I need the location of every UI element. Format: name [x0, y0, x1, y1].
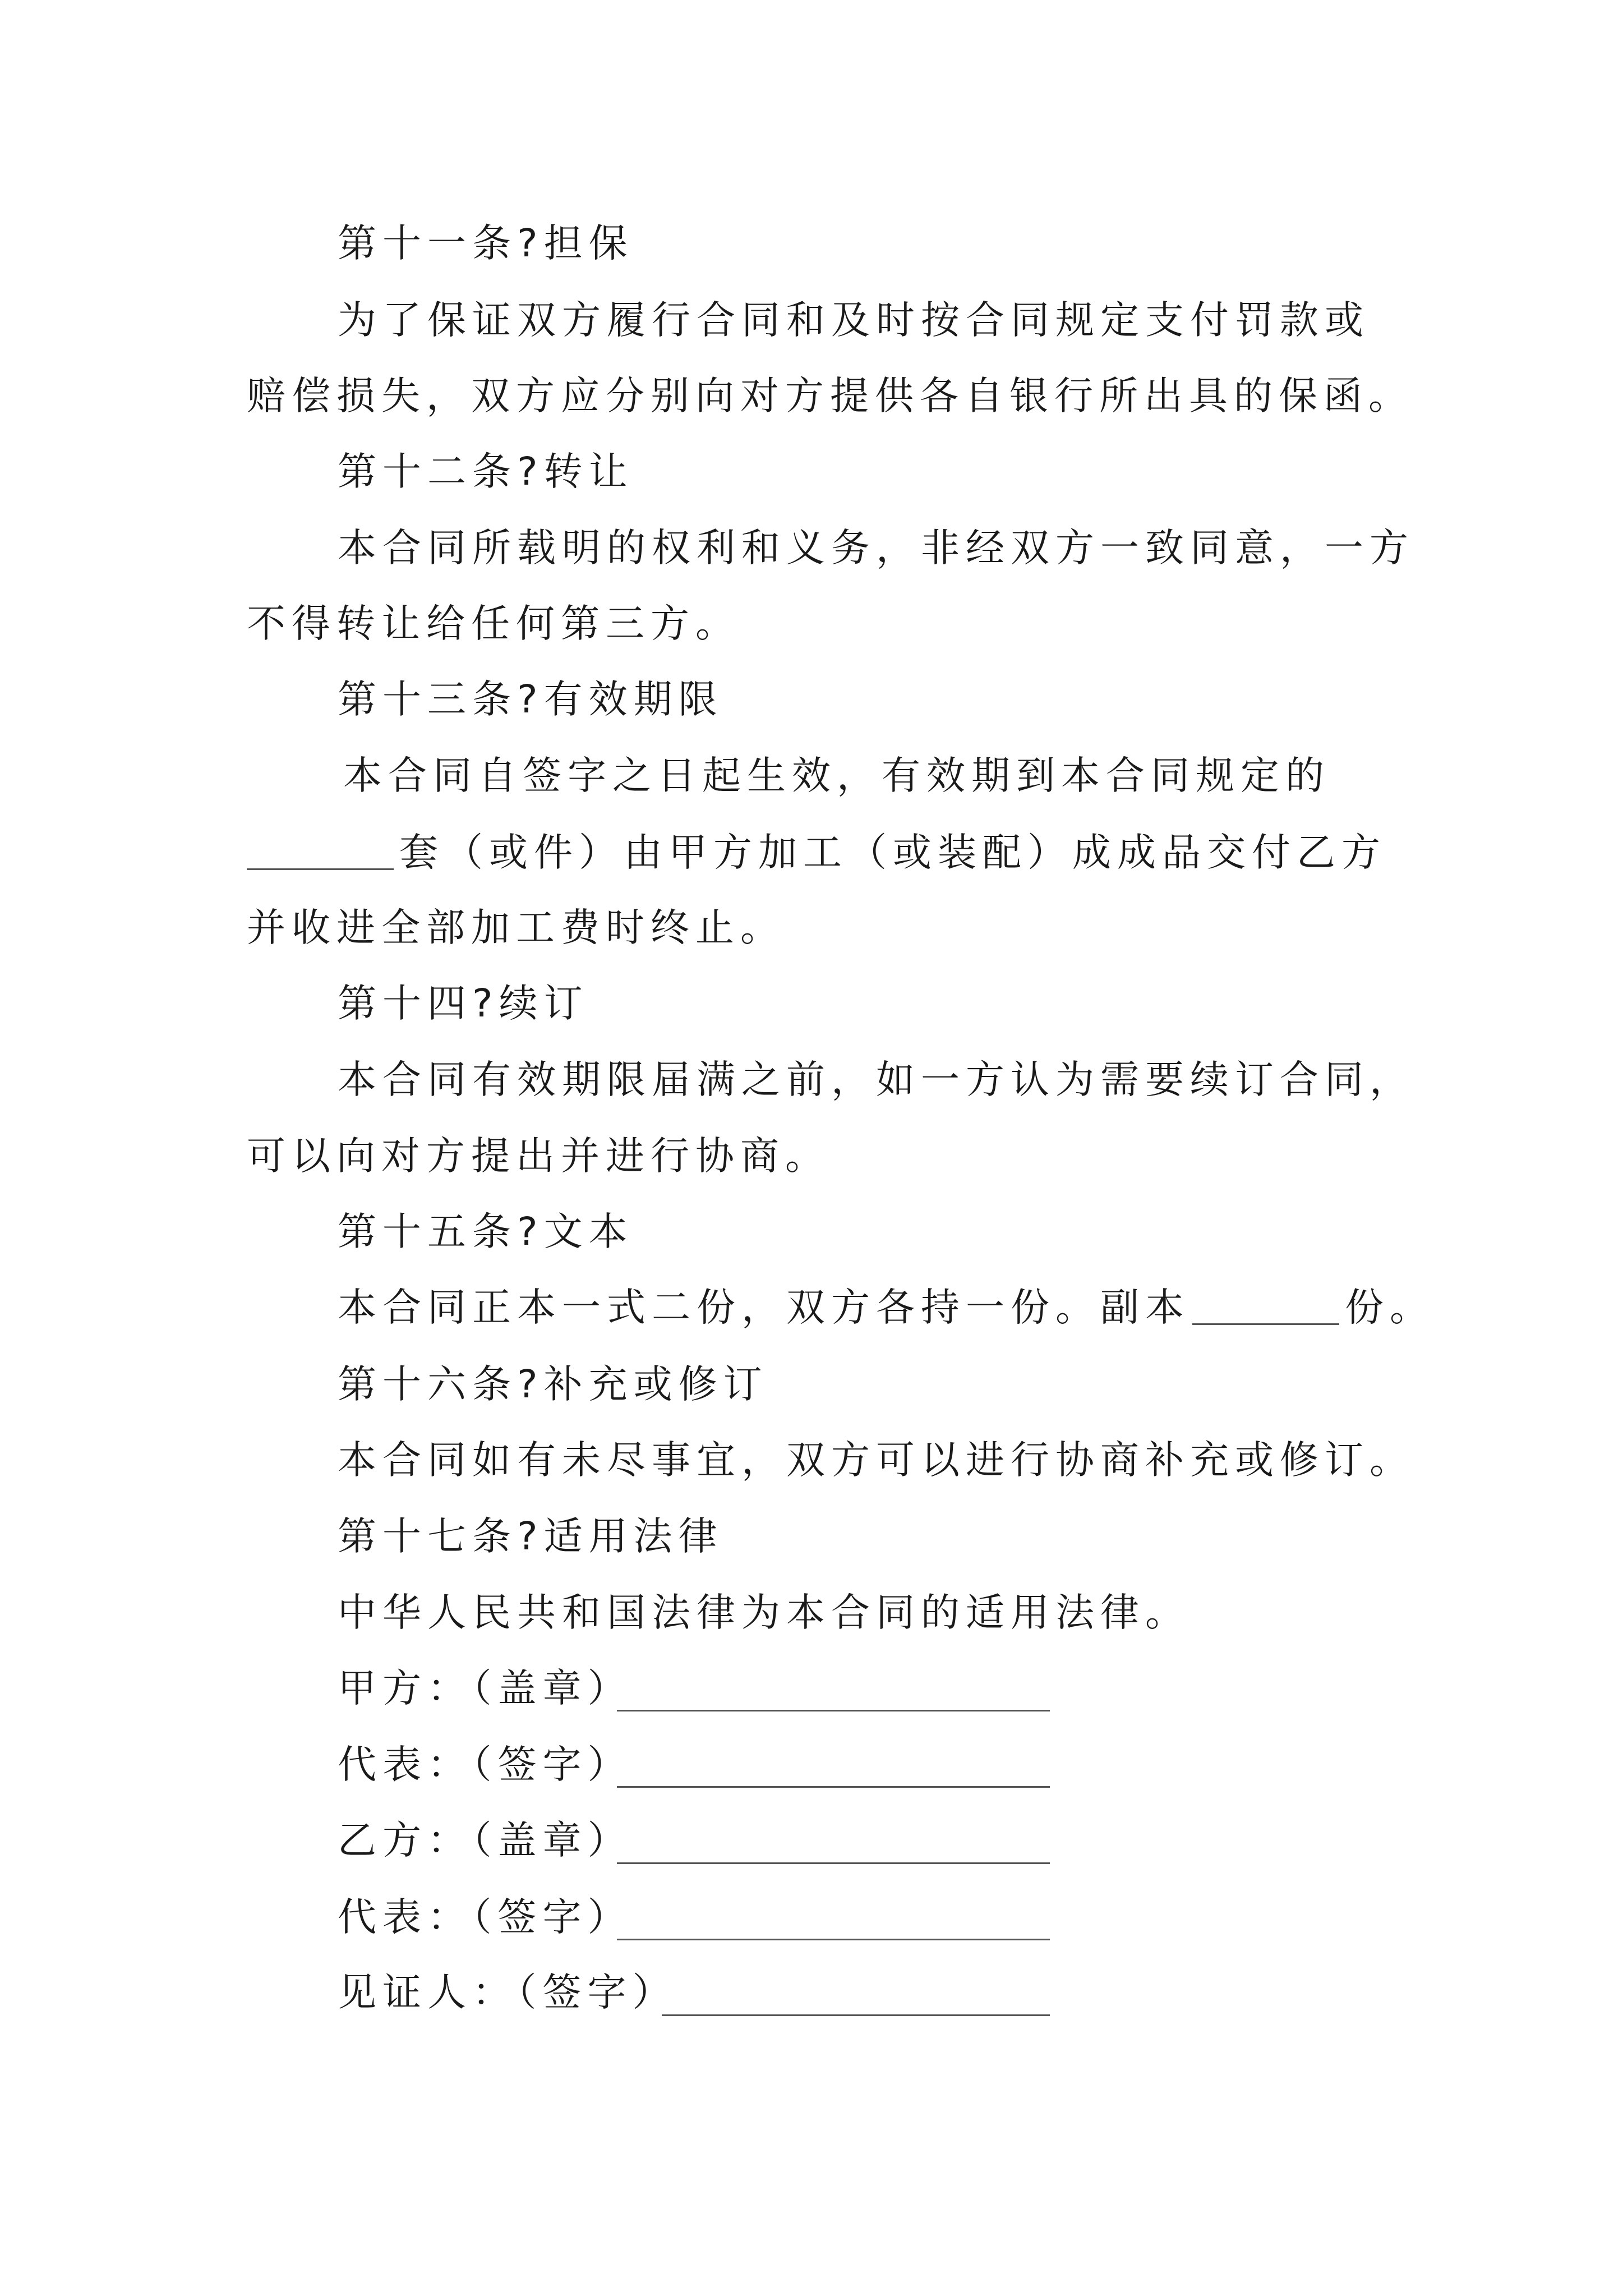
article-15-heading: 第十五条?文本: [338, 1209, 634, 1254]
party-a-rep-label: 代表：（签字）: [338, 1742, 633, 1787]
article-11-heading: 第十一条?担保: [338, 221, 634, 266]
party-a-seal-field[interactable]: [617, 1710, 1050, 1711]
article-15-text-row: [338, 1285, 1435, 1330]
article-13-text-1: 本合同自签字之日起生效，有效期到本合同规定的: [343, 753, 1330, 798]
witness-label: 见证人：（签字）: [338, 1970, 677, 2015]
party-b-rep-label: 代表：（签字）: [338, 1895, 633, 1940]
article-12-heading: 第十二条?转让: [338, 449, 634, 494]
article-13-text-3: 并收进全部加工费时终止。: [247, 905, 785, 950]
article-14-heading: 第十四?续订: [338, 981, 589, 1026]
article-13-text-2: 套（或件）由甲方加工（或装配）成成品交付乙方: [399, 830, 1386, 875]
article-14-text-1: 本合同有效期限届满之前，如一方认为需要续订合同，: [338, 1057, 1414, 1102]
party-b-seal-field[interactable]: [617, 1862, 1050, 1864]
article-11-text-1: 为了保证双方履行合同和及时按合同规定支付罚款或: [338, 298, 1370, 343]
article-15-text-post: 份。: [1345, 1285, 1435, 1330]
article-16-text-1: 本合同如有未尽事宜，双方可以进行协商补充或修订。: [338, 1438, 1414, 1483]
article-13-text-2-row: [247, 830, 1386, 875]
article-14-text-2: 可以向对方提出并进行协商。: [247, 1134, 830, 1179]
party-a-seal-label: 甲方：（盖章）: [338, 1666, 633, 1711]
party-a-rep-signature-field[interactable]: [617, 1786, 1050, 1788]
party-b-rep-signature-field[interactable]: [617, 1939, 1050, 1940]
copies-blank: [1192, 1291, 1339, 1325]
article-16-heading: 第十六条?补充或修订: [338, 1362, 768, 1407]
party-b-seal-label: 乙方：（盖章）: [338, 1818, 633, 1863]
article-17-heading: 第十七条?适用法律: [338, 1514, 723, 1559]
article-17-text-1: 中华人民共和国法律为本合同的适用法律。: [338, 1590, 1190, 1635]
witness-signature-field[interactable]: [662, 2014, 1050, 2016]
article-15-text-pre: 本合同正本一式二份，双方各持一份。副本: [338, 1285, 1190, 1330]
article-13-heading: 第十三条?有效期限: [338, 677, 723, 722]
article-11-text-2: 赔偿损失，双方应分别向对方提供各自银行所出具的保函。: [247, 374, 1413, 418]
quantity-blank: [247, 836, 394, 870]
article-12-text-2: 不得转让给任何第三方。: [247, 601, 740, 646]
article-12-text-1: 本合同所载明的权利和义务，非经双方一致同意，一方: [338, 526, 1414, 570]
